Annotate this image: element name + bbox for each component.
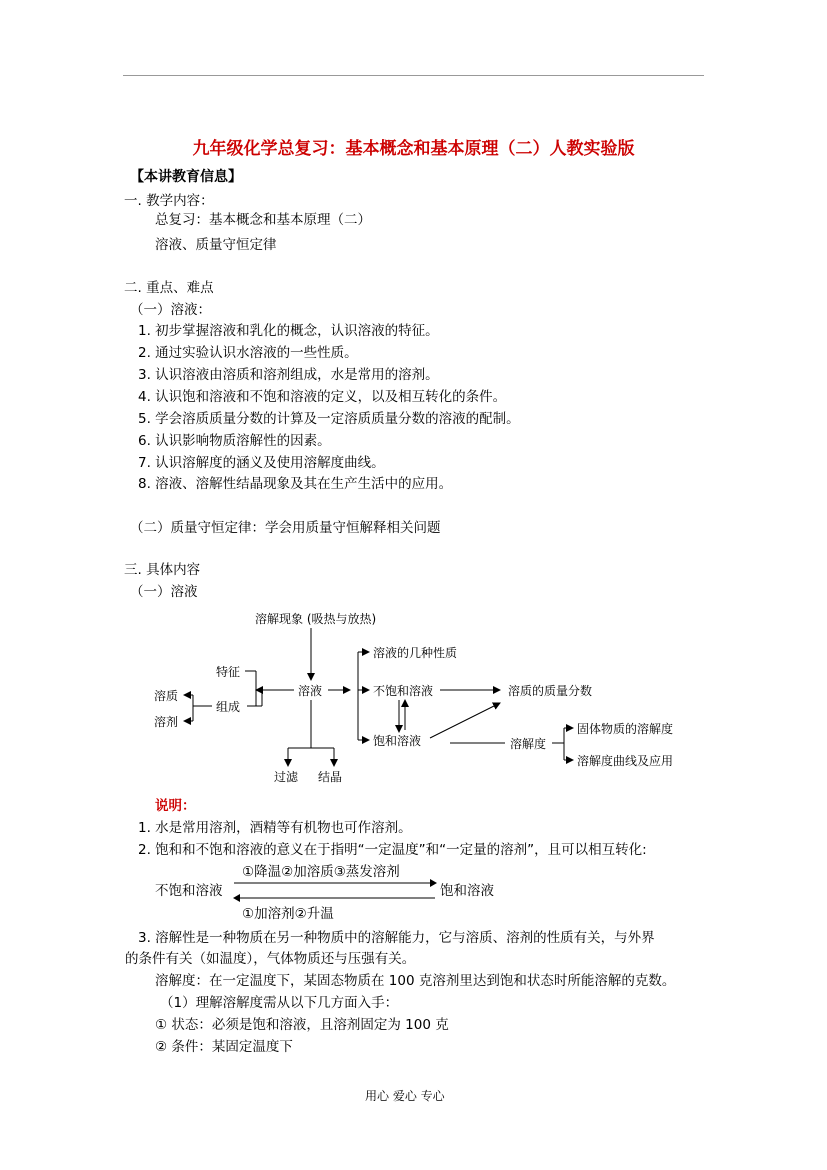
diagram-node-solubility-curve: 溶解度曲线及应用: [577, 754, 674, 768]
note-item: 2. 饱和和不饱和溶液的意义在于指明“一定温度”和“一定量的溶剂”，且可以相互转化:: [138, 842, 647, 858]
list-item: 2. 通过实验认识水溶液的一些性质。: [138, 345, 358, 361]
diagram-node-solute: 溶质: [154, 689, 179, 703]
solubility-point: ① 状态：必须是饱和溶液，且溶剂固定为 100 克: [155, 1017, 449, 1033]
diagram-node-solubility: 溶解度: [510, 737, 547, 751]
part2-heading: 二. 重点、难点: [124, 280, 214, 296]
part1-line: 总复习：基本概念和基本原理（二）: [155, 212, 371, 228]
diagram-node-saturated: 饱和溶液: [373, 734, 422, 748]
solubility-definition: 溶解度：在一定温度下，某固态物质在 100 克溶剂里达到饱和状态时所能溶解的克数。: [155, 973, 676, 989]
list-item: 8. 溶液、溶解性结晶现象及其在生产生活中的应用。: [138, 476, 453, 492]
page-title: 九年级化学总复习：基本概念和基本原理（二）人教实验版: [192, 139, 635, 159]
diagram-node-filtration: 过滤: [274, 770, 299, 784]
solubility-point: ② 条件：某固定温度下: [155, 1039, 293, 1055]
conversion-arrows: [230, 878, 440, 904]
note-item: 1. 水是常用溶剂，酒精等有机物也可作溶剂。: [138, 820, 412, 836]
diagram-node-composition: 组成: [216, 700, 241, 714]
part2-sub2: （二）质量守恒定律：学会用质量守恒解释相关问题: [130, 520, 441, 536]
notes-label: 说明：: [155, 798, 196, 814]
section-header: 【本讲教育信息】: [130, 169, 242, 185]
part2-sub1: （一）溶液：: [130, 302, 211, 318]
note-item-continued: 的条件有关（如温度），气体物质还与压强有关。: [125, 951, 416, 967]
part3-sub1: （一）溶液: [130, 584, 198, 600]
part3-heading: 三. 具体内容: [124, 562, 201, 578]
diagram-node-feature: 特征: [216, 665, 241, 679]
diagram-node-mass-fraction: 溶质的质量分数: [508, 684, 593, 698]
note-item: 3. 溶解性是一种物质在另一种物质中的溶解能力，它与溶质、溶剂的性质有关，与外界: [138, 930, 655, 946]
list-item: 4. 认识饱和溶液和不饱和溶液的定义，以及相互转化的条件。: [138, 389, 507, 405]
conversion-condition-top: ①降温②加溶质③蒸发溶剂: [242, 864, 400, 880]
list-item: 3. 认识溶液由溶质和溶剂组成，水是常用的溶剂。: [138, 367, 439, 383]
diagram-node-unsaturated: 不饱和溶液: [373, 684, 434, 698]
part1-heading: 一. 教学内容：: [124, 193, 214, 209]
solubility-subheading: （1）理解溶解度需从以下几方面入手：: [160, 995, 399, 1011]
list-item: 5. 学会溶质质量分数的计算及一定溶质质量分数的溶液的配制。: [138, 411, 520, 427]
conversion-left: 不饱和溶液: [155, 883, 223, 899]
diagram-node-solid-solubility: 固体物质的溶解度: [577, 722, 674, 736]
diagram-node-solution: 溶液: [298, 684, 323, 698]
list-item: 1. 初步掌握溶液和乳化的概念，认识溶液的特征。: [138, 323, 439, 339]
part1-line: 溶液、质量守恒定律: [155, 237, 277, 253]
list-item: 7. 认识溶解度的涵义及使用溶解度曲线。: [138, 455, 385, 471]
conversion-right: 饱和溶液: [440, 883, 494, 899]
diagram-node-dissolution: 溶解现象 (吸热与放热): [255, 612, 377, 626]
list-item: 6. 认识影响物质溶解性的因素。: [138, 433, 331, 449]
diagram-node-crystallization: 结晶: [318, 770, 343, 784]
diagram-node-solvent: 溶剂: [154, 715, 179, 729]
diagram-node-properties: 溶液的几种性质: [373, 646, 458, 660]
page-footer: 用心 爱心 专心: [365, 1089, 445, 1103]
conversion-condition-bottom: ①加溶剂②升温: [242, 906, 334, 922]
